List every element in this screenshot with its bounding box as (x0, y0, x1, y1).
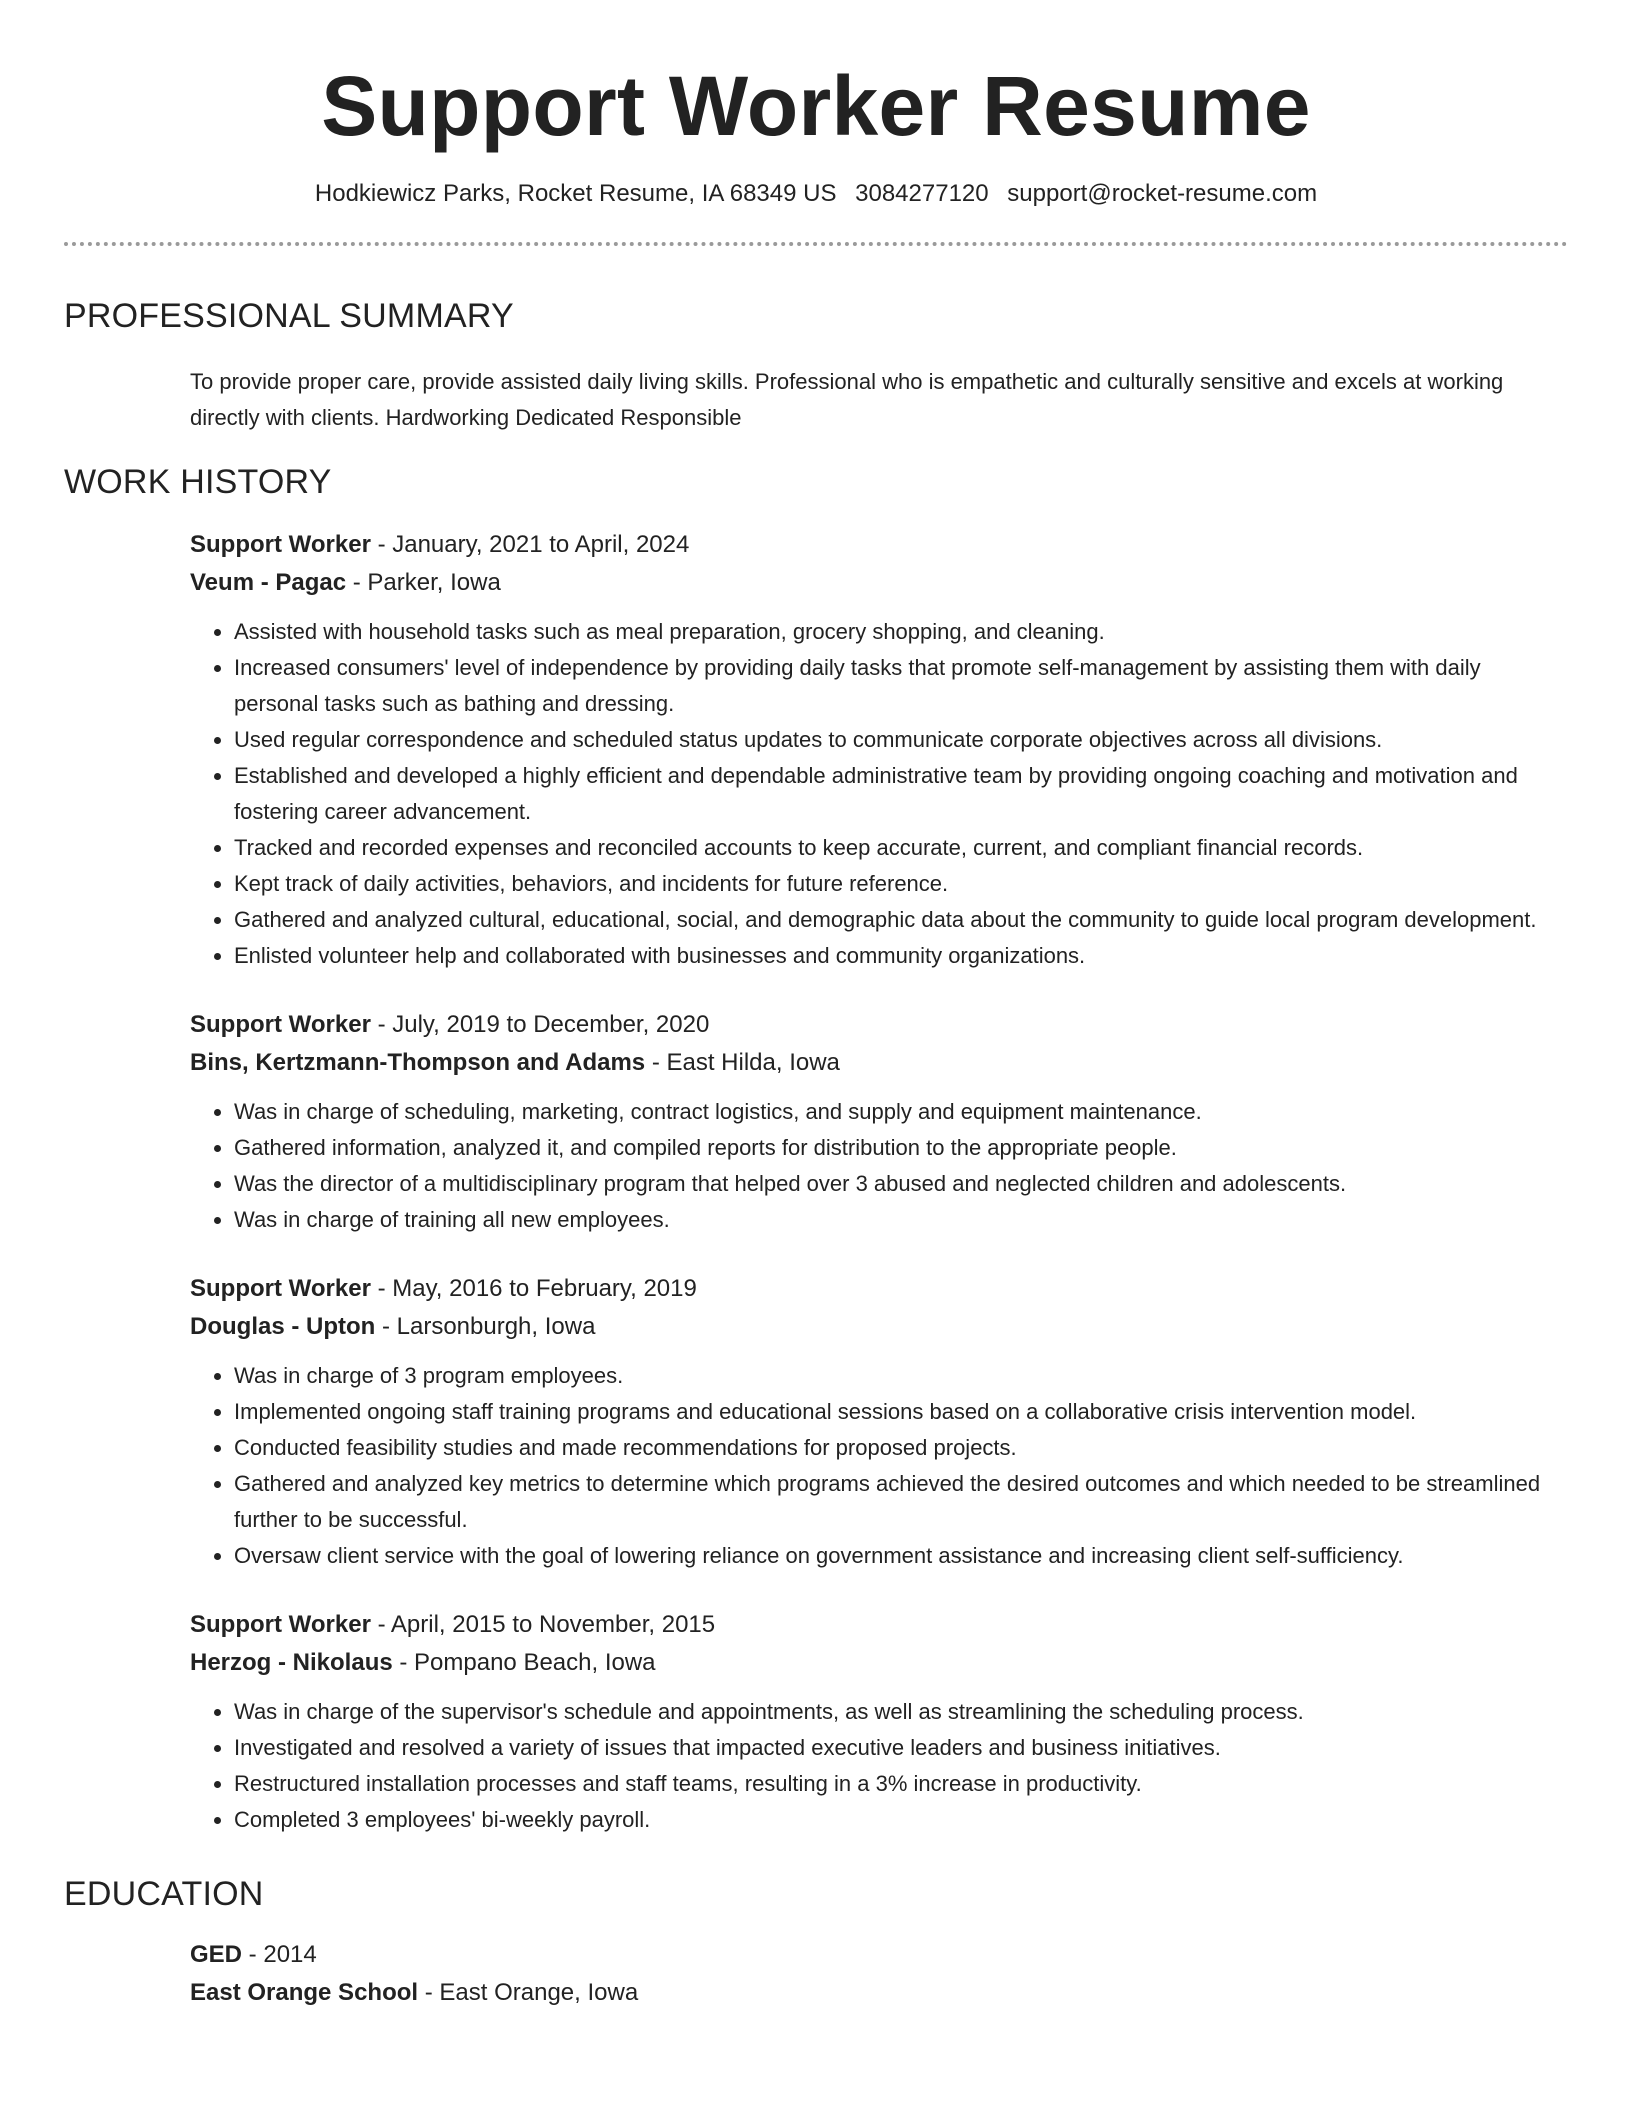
education-school-line (190, 1974, 1568, 2012)
job-company: Bins, Kertzmann-Thompson and Adams (190, 1049, 646, 1076)
job-bullet: • Was in charge of 3 program employees. (234, 1358, 1568, 1394)
job-company-line (190, 564, 1568, 602)
work-history-list (190, 526, 1568, 1838)
job-company: Veum - Pagac (190, 569, 347, 596)
job-spacer (190, 1238, 1568, 1270)
education-heading: EDUCATION (64, 1875, 264, 1913)
job-company: Douglas - Upton (190, 1313, 376, 1340)
job-location: - Parker, Iowa (346, 569, 501, 596)
job-company-line (190, 1308, 1568, 1346)
job-bullets (190, 1358, 1568, 1574)
job-dates: - April, 2015 to November, 2015 (370, 1611, 716, 1638)
summary-text: To provide proper care, provide assisted daily living skills. Professional who is empathetic and culturally sensitive and excels at working directly with clients. Hardworking Dedicated Responsible (190, 369, 1504, 430)
job-company: Herzog - Nikolaus (190, 1649, 393, 1676)
job-bullet: • Increased consumers' level of independence by providing daily tasks that promote self-management by assisting them with daily personal tasks such as bathing and dressing. (234, 650, 1568, 722)
job-bullet: • Investigated and resolved a variety of issues that impacted executive leaders and business initiatives. (234, 1730, 1568, 1766)
education-year: - 2014 (242, 1941, 317, 1968)
job-title-line (190, 1606, 1568, 1644)
job-bullet: • Established and developed a highly efficient and dependable administrative team by providing ongoing coaching and motivation and fostering career advancement. (234, 758, 1568, 830)
job-title-line (190, 1006, 1568, 1044)
job-dates: - May, 2016 to February, 2019 (370, 1275, 697, 1302)
job-bullet: • Used regular correspondence and scheduled status updates to communicate corporate objectives across all divisions. (234, 722, 1568, 758)
job-entry (190, 1606, 1568, 1838)
job-bullet: • Was in charge of the supervisor's schedule and appointments, as well as streamlining the scheduling process. (234, 1694, 1568, 1730)
education-entry (190, 1936, 1568, 2012)
education-location: - East Orange, Iowa (418, 1979, 639, 2006)
job-bullet: • Conducted feasibility studies and made recommendations for proposed projects. (234, 1430, 1568, 1466)
job-bullet: • Kept track of daily activities, behaviors, and incidents for future reference. (234, 866, 1568, 902)
job-bullet: • Oversaw client service with the goal of lowering reliance on government assistance and increasing client self-sufficiency. (234, 1538, 1568, 1574)
job-bullets (190, 1694, 1568, 1838)
resume-title: Support Worker Resume (321, 59, 1311, 153)
job-bullets (190, 614, 1568, 974)
job-dates: - January, 2021 to April, 2024 (370, 531, 690, 558)
contact-info (64, 178, 1568, 210)
job-company-line (190, 1044, 1568, 1082)
work-history-heading: WORK HISTORY (64, 463, 332, 501)
job-bullet: • Was in charge of training all new employees. (234, 1202, 1568, 1238)
job-bullet: • Was the director of a multidisciplinary program that helped over 3 abused and neglected children and adolescents. (234, 1166, 1568, 1202)
job-location: - East Hilda, Iowa (645, 1049, 840, 1076)
job-title: Support Worker (190, 1611, 371, 1638)
job-bullet: • Was in charge of scheduling, marketing, contract logistics, and supply and equipment maintenance. (234, 1094, 1568, 1130)
job-location: - Larsonburgh, Iowa (375, 1313, 596, 1340)
education-degree-line (190, 1936, 1568, 1974)
job-entry (190, 1270, 1568, 1574)
education-school: East Orange School (190, 1979, 419, 2006)
job-title-line (190, 1270, 1568, 1308)
job-company-line (190, 1644, 1568, 1682)
job-spacer (190, 974, 1568, 1006)
job-dates: - July, 2019 to December, 2020 (370, 1011, 710, 1038)
job-bullet: • Completed 3 employees' bi-weekly payroll. (234, 1802, 1568, 1838)
contact-address: Hodkiewicz Parks, Rocket Resume, IA 68349 US (314, 180, 837, 207)
contact-email[interactable]: support@rocket-resume.com (1007, 180, 1318, 207)
job-bullets (190, 1094, 1568, 1238)
job-title: Support Worker (190, 1275, 371, 1302)
summary-heading: PROFESSIONAL SUMMARY (64, 297, 514, 335)
job-location: - Pompano Beach, Iowa (392, 1649, 656, 1676)
job-bullet: • Gathered information, analyzed it, and compiled reports for distribution to the appropriate people. (234, 1130, 1568, 1166)
job-spacer (190, 1574, 1568, 1606)
resume-page (64, 0, 1568, 2012)
job-title: Support Worker (190, 531, 371, 558)
job-entry (190, 1006, 1568, 1238)
job-bullet: • Gathered and analyzed key metrics to determine which programs achieved the desired outcomes and which needed to be streamlined further to be successful. (234, 1466, 1568, 1538)
header-divider (64, 242, 1568, 246)
job-bullet: • Enlisted volunteer help and collaborated with businesses and community organizations. (234, 938, 1568, 974)
job-bullet: • Gathered and analyzed cultural, educational, social, and demographic data about the community to guide local program development. (234, 902, 1568, 938)
job-entry (190, 526, 1568, 974)
job-bullet: • Implemented ongoing staff training programs and educational sessions based on a collaborative crisis intervention model. (234, 1394, 1568, 1430)
job-bullet: • Tracked and recorded expenses and reconciled accounts to keep accurate, current, and compliant financial records. (234, 830, 1568, 866)
job-bullet: • Restructured installation processes and staff teams, resulting in a 3% increase in productivity. (234, 1766, 1568, 1802)
contact-phone[interactable]: 3084277120 (855, 180, 989, 207)
job-title: Support Worker (190, 1011, 371, 1038)
job-bullet: • Assisted with household tasks such as meal preparation, grocery shopping, and cleaning. (234, 614, 1568, 650)
education-degree: GED (190, 1941, 243, 1968)
job-title-line (190, 526, 1568, 564)
